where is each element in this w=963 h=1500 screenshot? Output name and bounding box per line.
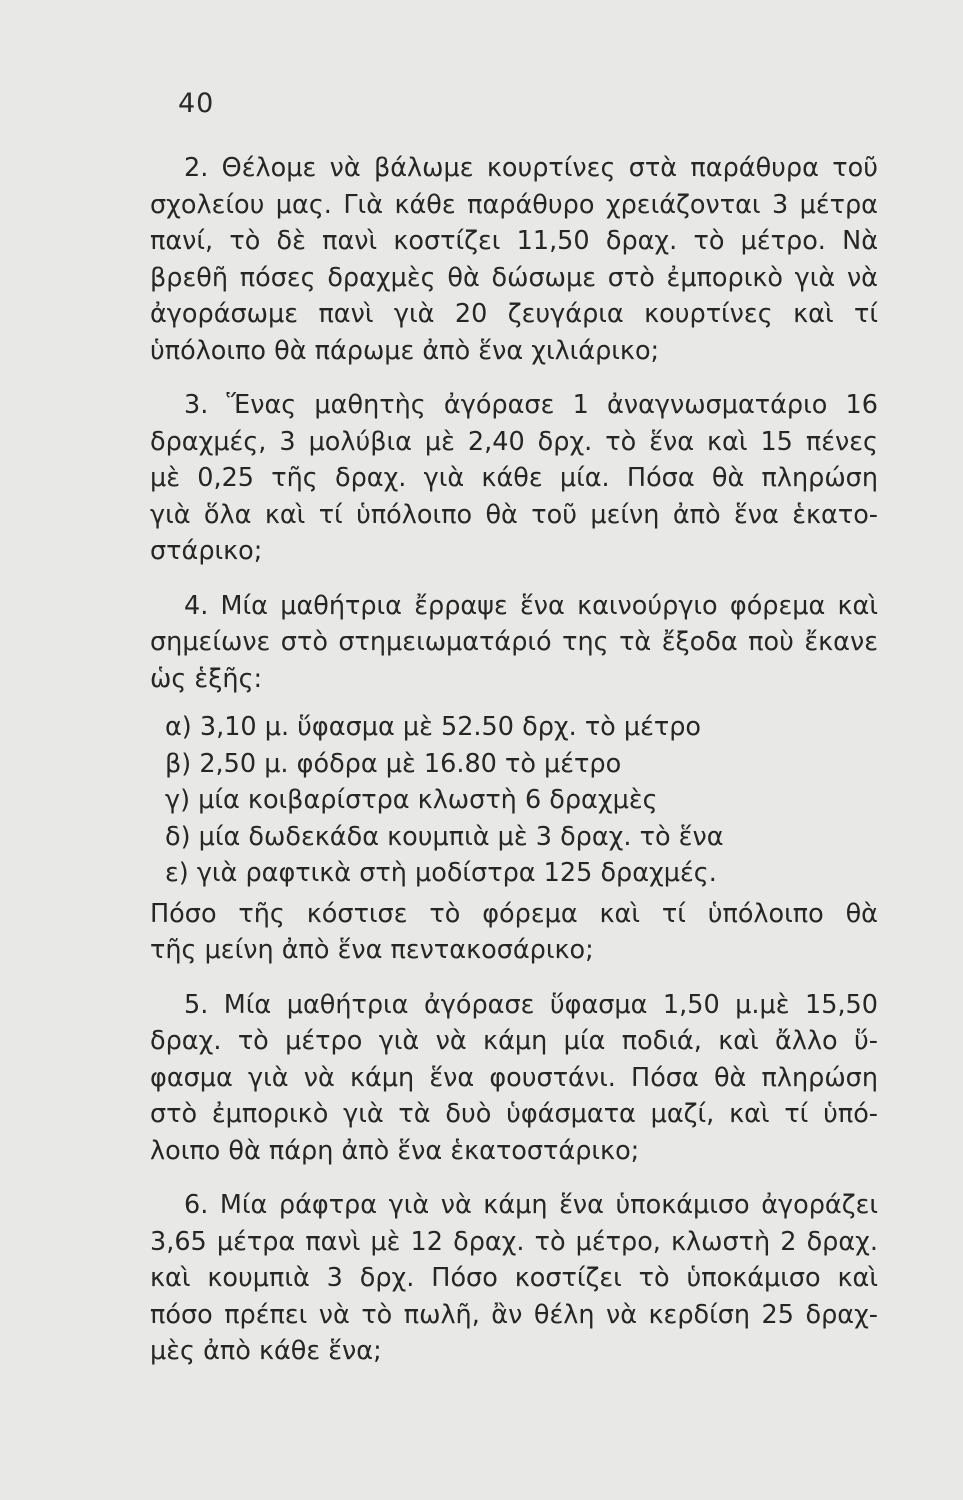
text-line: 5. Μία μαθήτρια ἀγόρασε ὕφασμα 1,50 μ.μὲ 15,50 <box>184 989 878 1020</box>
list-item: δ) μία δωδεκάδα κουμπιὰ μὲ 3 δραχ. τὸ ἕνα <box>165 821 724 852</box>
text-line: ἀγοράσωμε πανὶ γιὰ 20 ζευγάρια κουρτίνες καὶ τί <box>150 299 878 329</box>
text-line: στάρικο; <box>150 536 263 566</box>
text-line: 3. Ἕνας μαθητὴς ἀγόρασε 1 ἀναγνωσματάριο 16 <box>184 390 878 420</box>
page-number: 40 <box>178 88 215 119</box>
text-line: μὲ 0,25 τῆς δραχ. γιὰ κάθε μία. Πόσα θὰ πληρώση <box>150 463 878 493</box>
text-line: Πόσο τῆς κόστισε τὸ φόρεμα καὶ τί ὑπόλοιπο θὰ <box>150 898 878 929</box>
text-line: 2. Θέλομε νὰ βάλωμε κουρτίνες στὰ παράθυρα τοῦ <box>184 153 878 183</box>
text-line: ὑπόλοιπο θὰ πάρωμε ἀπὸ ἕνα χιλιάρικο; <box>150 335 660 366</box>
page-content <box>150 150 878 1388</box>
problem-5 <box>150 987 878 1170</box>
problem-3 <box>150 387 878 570</box>
text-line: 4. Μία μαθήτρια ἔρραψε ἕνα καινούργιο φόρεμα καὶ <box>184 590 878 621</box>
text-line: 6. Μία ράφτρα γιὰ νὰ κάμη ἕνα ὑποκάμισο ἀγοράζει <box>184 1190 878 1220</box>
text-line: φασμα γιὰ νὰ κάμη ἕνα φουστάνι. Πόσα θὰ πληρώση <box>150 1062 878 1093</box>
text-line: δραχ. τὸ μέτρο γιὰ νὰ κάμη μία ποδιά, καὶ ἄλλο ὕ- <box>150 1026 878 1056</box>
list-item: β) 2,50 μ. φόδρα μὲ 16.80 τὸ μέτρο <box>165 748 622 779</box>
text-line: δραχμές, 3 μολύβια μὲ 2,40 δρχ. τὸ ἕνα καὶ 15 πένες <box>150 426 878 457</box>
text-line: μὲς ἀπὸ κάθε ἕνα; <box>150 1336 382 1366</box>
text-line: 3,65 μέτρα πανὶ μὲ 12 δραχ. τὸ μέτρο, κλωστὴ 2 δραχ. <box>150 1226 878 1257</box>
text-line: τῆς μείνη ἀπὸ ἕνα πεντακοσάρικο; <box>150 935 594 965</box>
text-line: πόσο πρέπει νὰ τὸ πωλῆ, ἂν θέλη νὰ κερδίση 25 δραχ- <box>150 1299 878 1330</box>
text-line: σχολείου μας. Γιὰ κάθε παράθυρο χρειάζονται 3 μέτρα <box>150 189 878 220</box>
list-item: γ) μία κοιβαρίστρα κλωστὴ 6 δραχμὲς <box>165 785 658 815</box>
text-line: στὸ ἐμπορικὸ γιὰ τὰ δυὸ ὑφάσματα μαζί, καὶ τί ὑπό- <box>150 1099 878 1129</box>
text-line: σημείωνε στὸ στημειωματάριό της τὰ ἔξοδα ποὺ ἔκανε <box>150 627 878 657</box>
text-line: ὡς ἑξῆς: <box>150 663 263 694</box>
problem-6 <box>150 1187 878 1370</box>
expense-list <box>150 709 878 892</box>
problem-4 <box>150 588 878 969</box>
text-line: βρεθῆ πόσες δραχμὲς θὰ δώσωμε στὸ ἐμπορικὸ γιὰ νὰ <box>150 262 878 293</box>
problem-2 <box>150 150 878 369</box>
text-line: γιὰ ὅλα καὶ τί ὑπόλοιπο θὰ τοῦ μείνη ἀπὸ ἕνα ἑκατο- <box>150 499 878 530</box>
list-item: α) 3,10 μ. ὕφασμα μὲ 52.50 δρχ. τὸ μέτρο <box>165 712 702 742</box>
text-line: πανί, τὸ δὲ πανὶ κοστίζει 11,50 δραχ. τὸ μέτρο. Νὰ <box>150 226 878 256</box>
list-item: ε) γιὰ ραφτικὰ στὴ μοδίστρα 125 δραχμές. <box>165 858 717 888</box>
text-line: καὶ κουμπιὰ 3 δρχ. Πόσο κοστίζει τὸ ὑποκάμισο καὶ <box>150 1263 878 1293</box>
text-line: λοιπο θὰ πάρη ἀπὸ ἕνα ἑκατοστάρικο; <box>150 1135 640 1166</box>
